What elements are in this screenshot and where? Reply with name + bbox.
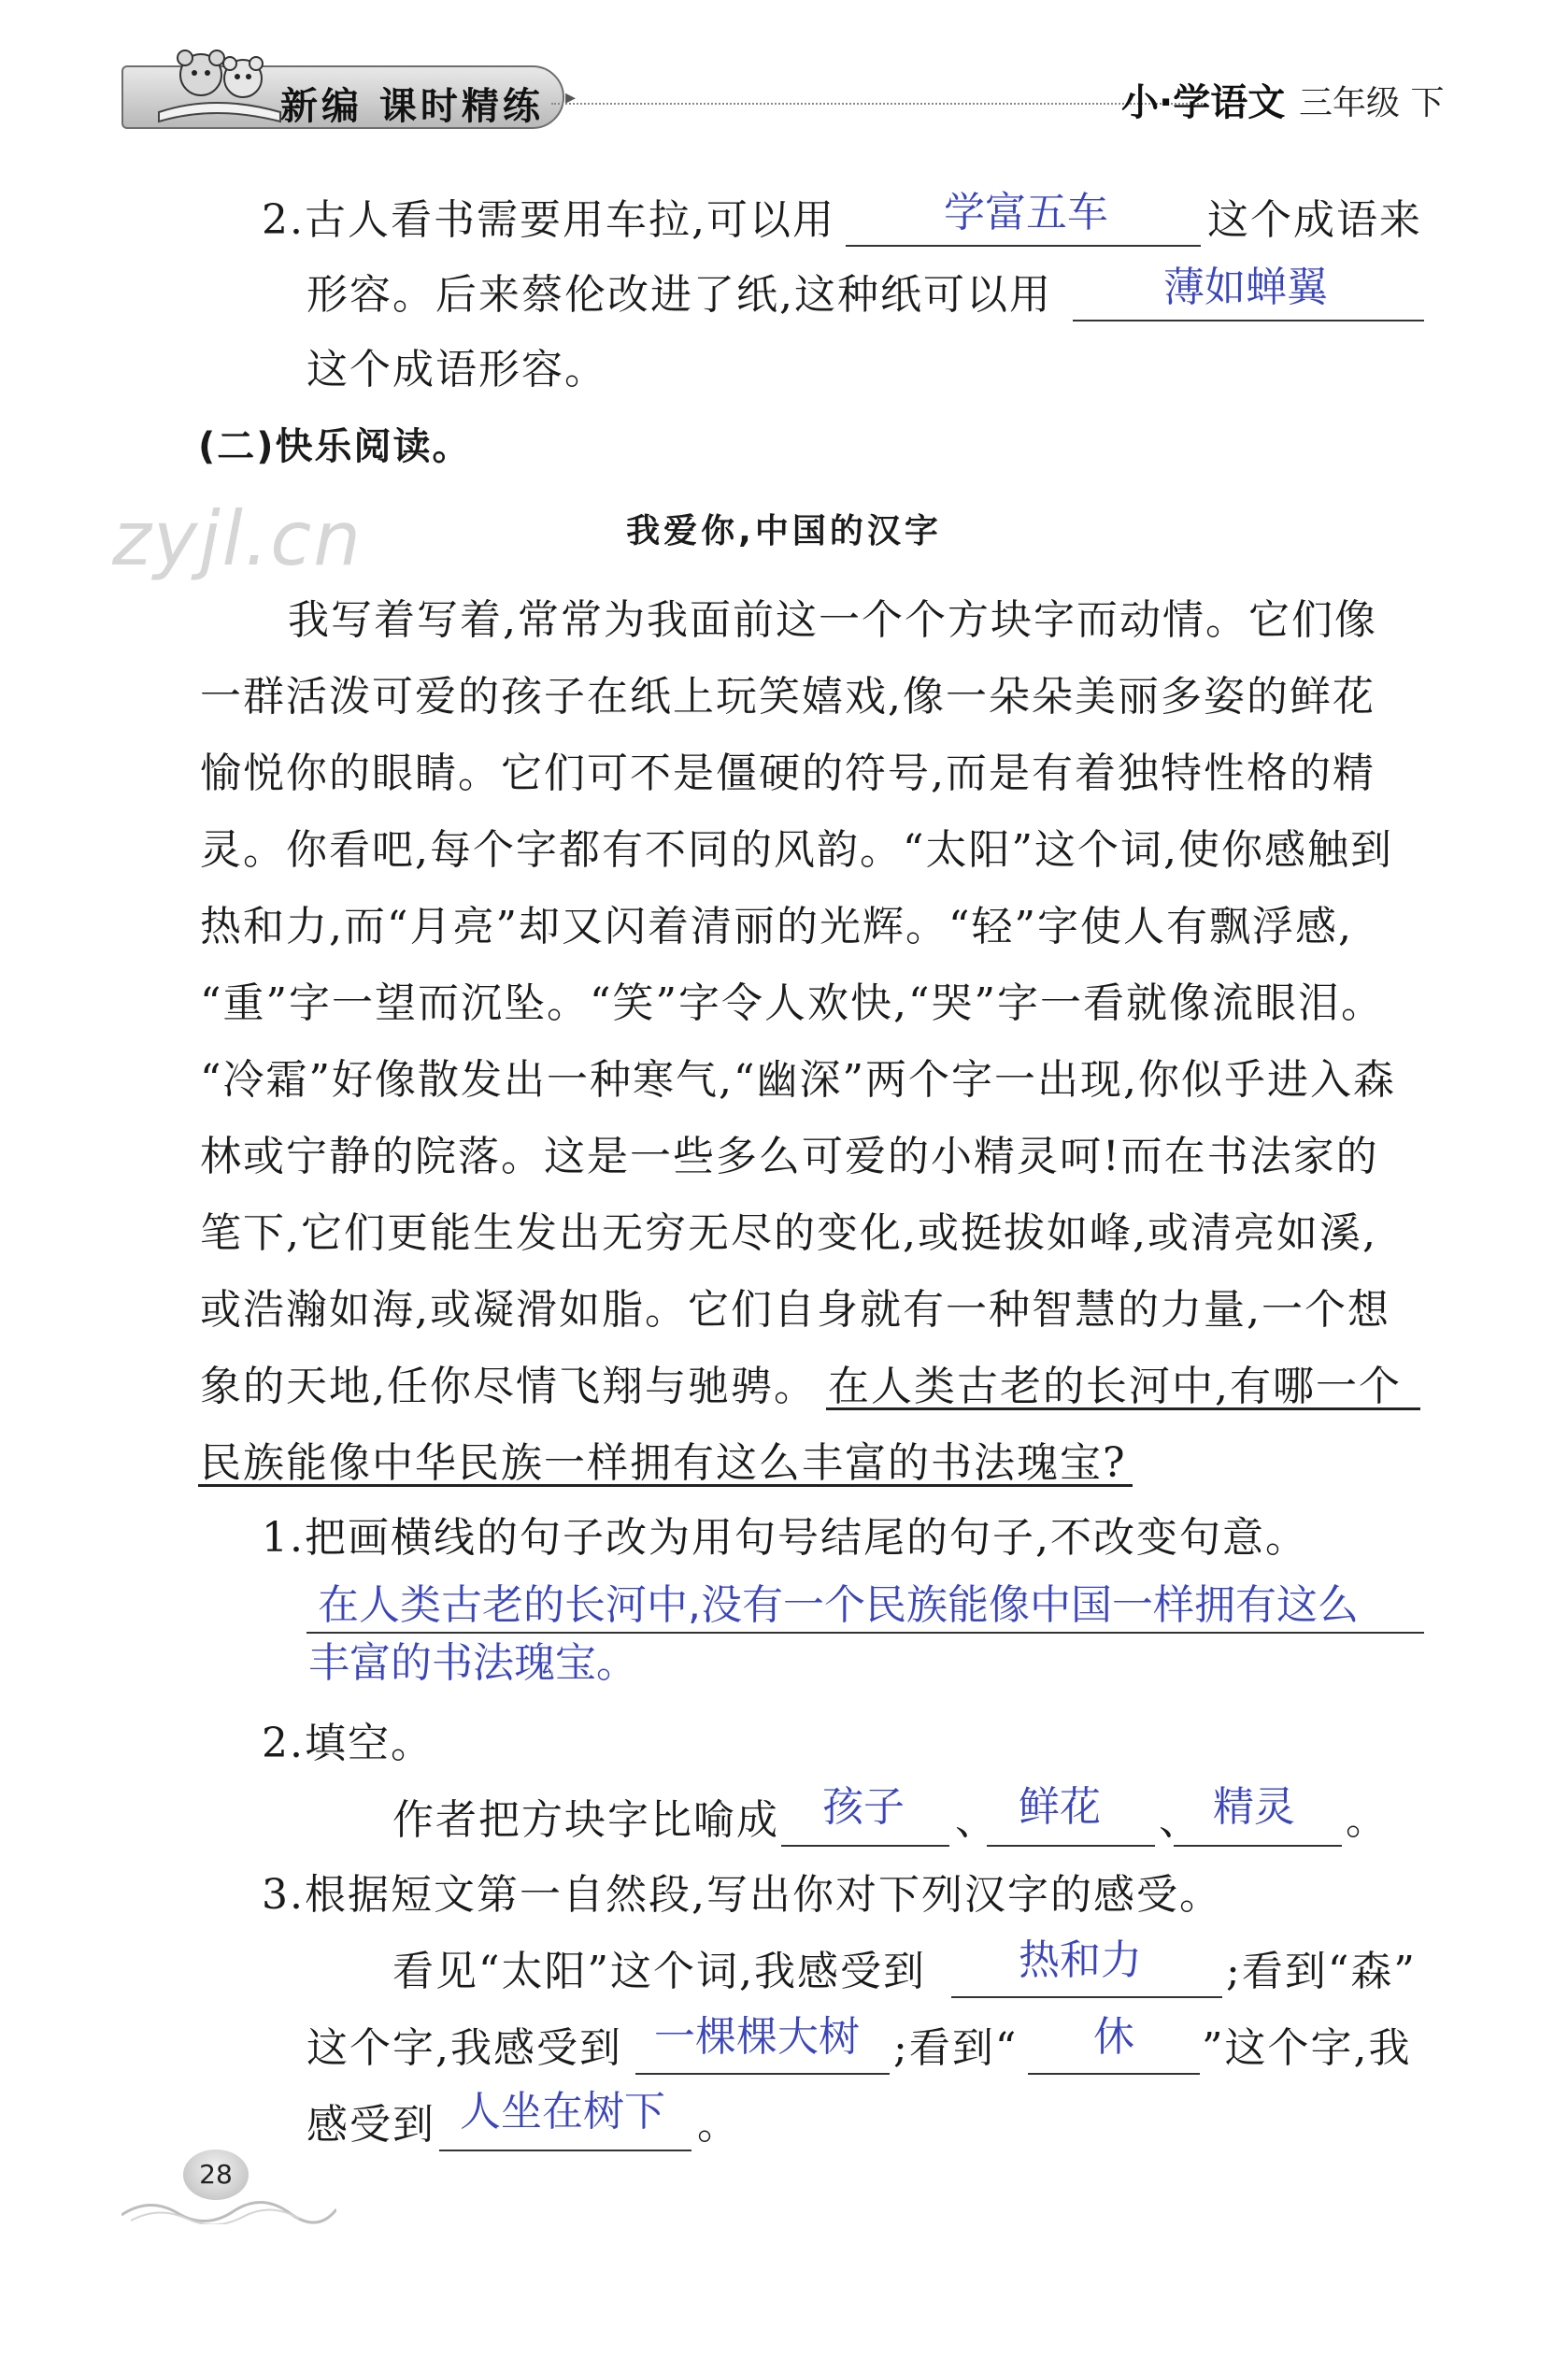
q3-blank-4[interactable] xyxy=(439,2150,691,2151)
q2-sep-1: 、 xyxy=(955,1796,998,1844)
passage-line-6: “重”字一望而沉坠。“笑”字令人欢快,“哭”字一看就像流眼泪。 xyxy=(200,979,1384,1027)
section-heading: (二)快乐阅读。 xyxy=(198,425,472,468)
passage-title: 我爱你,中国的汉字 xyxy=(626,512,942,550)
q3-blank-3[interactable] xyxy=(1028,2073,1200,2075)
passage-line-7: “冷霜”好像散发出一种寒气,“幽深”两个字一出现,你似乎进入森 xyxy=(200,1056,1396,1104)
brand-title: 新编 课时精练 xyxy=(280,85,544,128)
sentence-underline-2 xyxy=(198,1484,1133,1487)
q-top2-answer2: 薄如蝉翼 xyxy=(1163,264,1328,311)
passage-line-3: 愉悦你的眼睛。它们可不是僵硬的符号,而是有着独特性格的精 xyxy=(200,750,1376,797)
passage-line-4: 灵。你看吧,每个字都有不同的风韵。“太阳”这个词,使你感触到 xyxy=(200,826,1393,874)
q3-line2c: ”这个字,我 xyxy=(1202,2024,1412,2072)
q-top2-line1b: 这个成语来 xyxy=(1207,196,1422,244)
q3-line3a: 感受到 xyxy=(306,2101,435,2149)
q-top2-line1a: 2.古人看书需要用车拉,可以用 xyxy=(262,196,835,244)
q3-answer-3: 休 xyxy=(1093,2013,1134,2061)
q2-answer-1: 孩子 xyxy=(822,1783,905,1831)
q-top2-line3: 这个成语形容。 xyxy=(306,346,607,393)
q2-answer-2: 鲜花 xyxy=(1019,1783,1101,1831)
q1-answer-line1: 在人类古老的长河中,没有一个民族能像中国一样拥有这么 xyxy=(318,1581,1359,1629)
q2-answer-3: 精灵 xyxy=(1213,1783,1295,1831)
bear-mascot-icon xyxy=(150,37,290,127)
q2-line: 作者把方块字比喻成 xyxy=(392,1796,779,1844)
passage-line-11a: 象的天地,任你尽情飞翔与驰骋。 xyxy=(200,1363,817,1410)
passage-line-9: 笔下,它们更能生发出无穷无尽的变化,或挺拔如峰,或清亮如溪, xyxy=(200,1209,1377,1257)
q3-prompt: 3.根据短文第一自然段,写出你对下列汉字的感受。 xyxy=(262,1871,1222,1919)
watermark: zyjl.cn xyxy=(112,495,363,582)
q1-answer-line[interactable] xyxy=(306,1632,1424,1634)
q3-line2a: 这个字,我感受到 xyxy=(306,2024,622,2072)
q2-sep-2: 、 xyxy=(1159,1796,1202,1844)
q2-blank-1[interactable] xyxy=(781,1845,949,1847)
passage-line-8: 林或宁静的院落。这是一些多么可爱的小精灵呵!而在书法家的 xyxy=(200,1133,1379,1180)
q3-blank-1[interactable] xyxy=(951,1996,1222,1998)
q3-answer-2: 一棵棵大树 xyxy=(654,2013,860,2061)
q2-prompt: 2.填空。 xyxy=(262,1720,434,1767)
q2-end: 。 xyxy=(1346,1796,1389,1844)
page-header xyxy=(112,37,1458,140)
q2-blank-3[interactable] xyxy=(1174,1845,1342,1847)
passage-line-5: 热和力,而“月亮”却又闪着清丽的光辉。“轻”字使人有飘浮感, xyxy=(200,903,1353,950)
passage-line-12-underlined: 民族能像中华民族一样拥有这么丰富的书法瑰宝? xyxy=(200,1439,1127,1487)
arrow-icon: ▸ xyxy=(565,86,577,109)
q-top2-blank2[interactable] xyxy=(1073,320,1424,321)
passage-line-1: 我写着写着,常常为我面前这一个个方块字而动情。它们像 xyxy=(288,596,1377,644)
sentence-underline-1 xyxy=(826,1407,1420,1410)
passage-line-2: 一群活泼可爱的孩子在纸上玩笑嬉戏,像一朵朵美丽多姿的鲜花 xyxy=(200,673,1376,721)
q2-blank-2[interactable] xyxy=(987,1845,1155,1847)
q-top2-blank1[interactable] xyxy=(846,245,1201,247)
header-divider xyxy=(551,103,1205,105)
q1-answer-line2: 丰富的书法瑰宝。 xyxy=(308,1639,637,1687)
q1-prompt: 1.把画横线的句子改为用句号结尾的句子,不改变句意。 xyxy=(262,1514,1308,1562)
q3-line2b: ;看到“ xyxy=(893,2024,1019,2072)
subject-label: 小·学语文 xyxy=(1121,81,1286,124)
q3-line3-end: 。 xyxy=(697,2101,740,2149)
passage-line-10: 或浩瀚如海,或凝滑如脂。它们自身就有一种智慧的力量,一个想 xyxy=(200,1286,1390,1334)
grade-label: 三年级 下 xyxy=(1299,84,1445,122)
q3-answer-1: 热和力 xyxy=(1019,1936,1142,1984)
passage-line-11b-underlined: 在人类古老的长河中,有哪一个 xyxy=(828,1363,1402,1410)
q3-answer-4: 人坐在树下 xyxy=(460,2088,665,2136)
q-top2-answer1: 学富五车 xyxy=(944,189,1108,236)
q3-line1a: 看见“太阳”这个词,我感受到 xyxy=(392,1948,926,1995)
q3-blank-2[interactable] xyxy=(635,2073,890,2075)
q3-line1b: ;看到“森” xyxy=(1226,1948,1417,1995)
page-number: 28 xyxy=(183,2150,249,2200)
q-top2-line2a: 形容。后来蔡伦改进了纸,这种纸可以用 xyxy=(306,271,1052,319)
